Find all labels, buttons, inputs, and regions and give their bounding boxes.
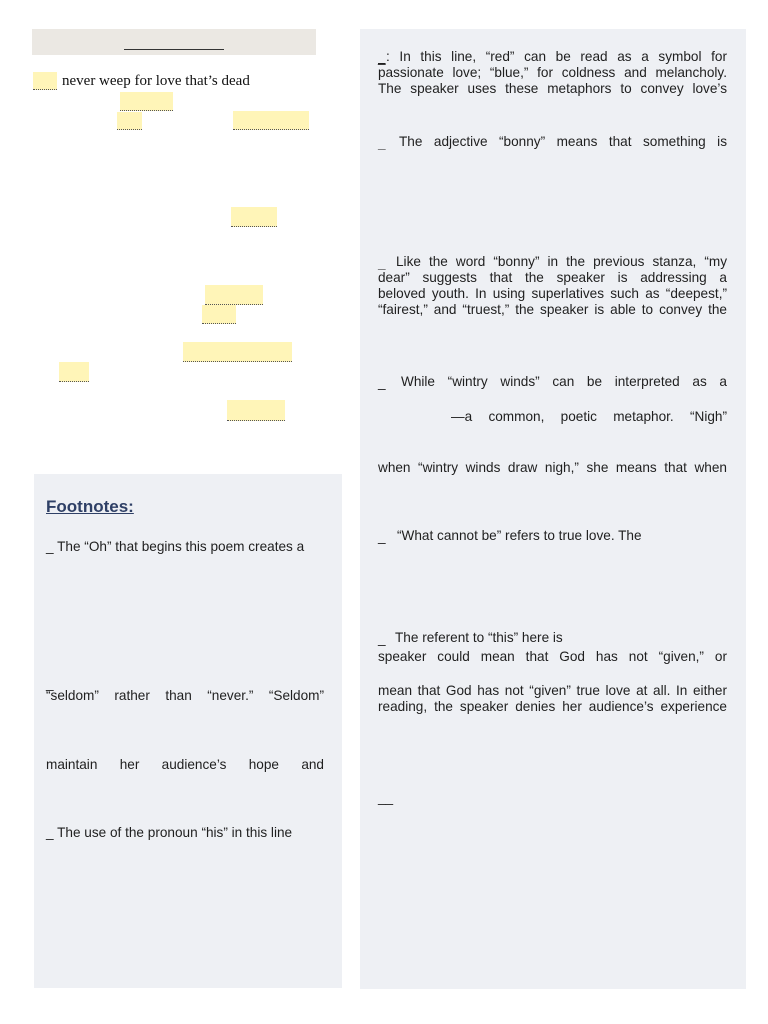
footnote-1: _ The “Oh” that begins this poem creates a bbox=[46, 539, 305, 554]
highlight-mark bbox=[59, 362, 89, 382]
note-6-line-2: speaker could mean that God has not “given,” or bbox=[378, 649, 727, 664]
note-1-line-2: passionate love; “blue,” for coldness and melancholy. bbox=[378, 65, 727, 80]
note-2-marker: _ bbox=[378, 136, 386, 151]
footnote-2-line-1: “seldom” rather than “never.” “Seldom” bbox=[46, 688, 324, 703]
highlight-mark bbox=[202, 305, 236, 324]
note-6-line-3: mean that God has not “given” true love at all. In either bbox=[378, 683, 727, 698]
footnote-2-line-2: maintain her audience’s hope and bbox=[46, 757, 324, 772]
note-7-marker: __ bbox=[378, 790, 394, 805]
note-6-line-4: reading, the speaker denies her audience’s experience bbox=[378, 699, 727, 714]
note-1-marker: _ bbox=[378, 50, 386, 65]
highlight-mark bbox=[120, 92, 173, 111]
notes-panel bbox=[360, 29, 746, 989]
note-2-line-1: The adjective “bonny” means that something is bbox=[399, 134, 727, 149]
footnote-3: _ The use of the pronoun “his” in this line bbox=[46, 825, 293, 840]
note-6-line-1: The referent to “this” here is bbox=[395, 630, 563, 645]
note-5-marker: _ bbox=[378, 529, 386, 544]
highlight-mark bbox=[227, 400, 285, 421]
note-4-marker: _ bbox=[378, 375, 386, 390]
highlight-mark bbox=[231, 207, 277, 227]
note-6-marker: _ bbox=[378, 631, 386, 646]
highlight-mark bbox=[117, 112, 142, 130]
highlight-mark bbox=[183, 342, 292, 362]
highlight-mark bbox=[205, 285, 263, 305]
note-4-line-3: when “wintry winds draw nigh,” she means that when bbox=[378, 460, 727, 475]
note-3-line-4: “fairest,” and “truest,” the speaker is able to convey the bbox=[378, 302, 727, 317]
note-4-line-1: While “wintry winds” can be interpreted as a bbox=[401, 374, 727, 389]
note-5-line-1: “What cannot be” refers to true love. The bbox=[397, 528, 642, 543]
highlight-mark bbox=[33, 72, 57, 90]
poem-first-line: never weep for love that’s dead bbox=[62, 73, 250, 89]
note-3-line-2: dear” suggests that the speaker is addressing a bbox=[378, 270, 727, 285]
note-4-line-2: —a common, poetic metaphor. “Nigh” bbox=[451, 409, 727, 424]
note-3-line-1: Like the word “bonny” in the previous stanza, “my bbox=[396, 254, 727, 269]
footnote-2-marker: _ bbox=[46, 676, 54, 691]
highlight-mark bbox=[233, 111, 309, 130]
title-bar bbox=[32, 29, 316, 55]
note-1-line-3: The speaker uses these metaphors to convey love’s bbox=[378, 81, 727, 96]
note-1-line-1: : In this line, “red” can be read as a symbol for bbox=[386, 49, 727, 64]
footnotes-heading: Footnotes: bbox=[46, 497, 134, 516]
note-3-line-3: beloved youth. In using superlatives such as “deepest,” bbox=[378, 286, 727, 301]
title-rule bbox=[124, 49, 224, 50]
note-3-marker: _ bbox=[378, 256, 386, 271]
